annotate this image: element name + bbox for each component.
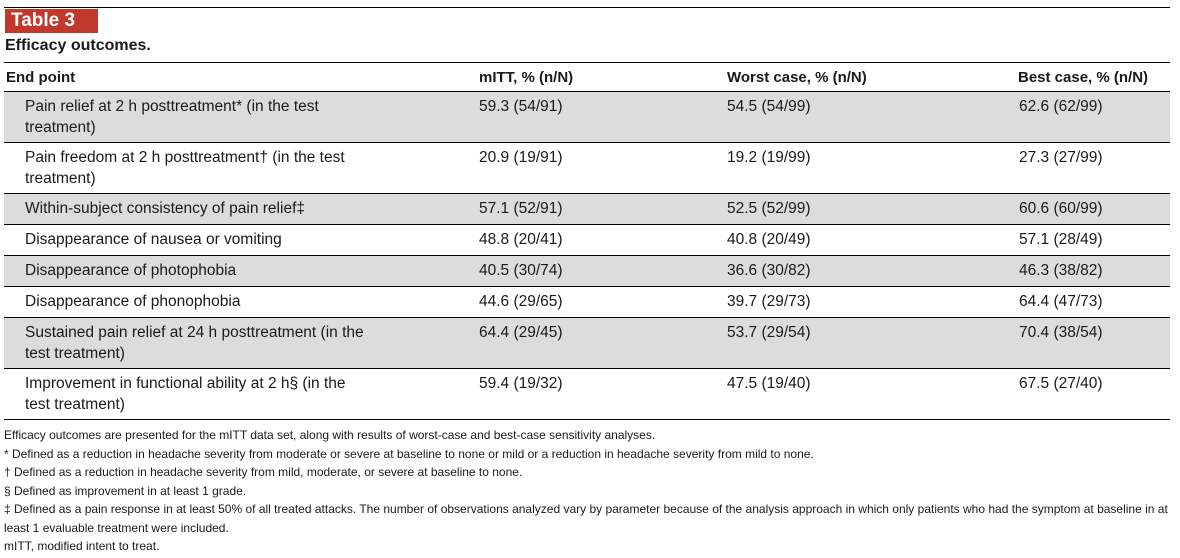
cell-mitt: 59.3 (54/91) (479, 98, 563, 115)
table-row (4, 92, 1170, 143)
footnote: † Defined as a reduction in headache severity from mild, moderate, or severe at baseline to none. (4, 465, 523, 479)
table-footnotes (4, 426, 1170, 556)
cell-worst: 54.5 (54/99) (727, 98, 811, 115)
header-best-case: Best case, % (n/N) (1018, 69, 1149, 86)
cell-worst: 39.7 (29/73) (727, 293, 811, 310)
footnote: Efficacy outcomes are presented for the mITT data set, along with results of worst-case and best-case sensitivity analyses. (4, 428, 656, 442)
header-worst-case: Worst case, % (n/N) (727, 69, 867, 86)
cell-endpoint: Sustained pain relief at 24 h posttreatment (in the test treatment) (25, 324, 364, 362)
cell-endpoint: Pain freedom at 2 h posttreatment† (in the test treatment) (25, 149, 345, 187)
top-rule (4, 7, 1170, 8)
table-body (0, 92, 1180, 420)
table-title: Efficacy outcomes. (5, 37, 151, 54)
cell-endpoint: Improvement in functional ability at 2 h§ (in the test treatment) (25, 375, 346, 413)
cell-best: 67.5 (27/40) (1019, 375, 1103, 392)
cell-best: 27.3 (27/99) (1019, 149, 1103, 166)
footnote: * Defined as a reduction in headache severity from moderate or severe at baseline to none or mild or a reduction in headache severity from mild to none. (4, 446, 814, 461)
footnote: ‡ Defined as a pain response in at least 50% of all treated attacks. The number of observations analyzed vary by parameter because of the analysis approach in which only patients who had the symptom at baseline in at least 1 evaluable treatment were included. (4, 502, 1168, 535)
table-header (4, 62, 1170, 92)
cell-worst: 47.5 (19/40) (727, 375, 811, 392)
cell-mitt: 64.4 (29/45) (479, 324, 563, 341)
cell-worst: 40.8 (20/49) (727, 231, 811, 248)
table-row (4, 318, 1170, 369)
cell-endpoint: Disappearance of phonophobia (25, 293, 241, 310)
cell-endpoint: Pain relief at 2 h posttreatment* (in the test treatment) (25, 98, 319, 136)
table-row (4, 225, 1170, 256)
cell-mitt: 48.8 (20/41) (479, 231, 563, 248)
cell-worst: 19.2 (19/99) (727, 149, 811, 166)
cell-best: 62.6 (62/99) (1019, 98, 1103, 115)
cell-best: 46.3 (38/82) (1019, 262, 1103, 279)
cell-best: 64.4 (47/73) (1019, 293, 1103, 310)
table-row (4, 194, 1170, 225)
cell-mitt: 40.5 (30/74) (479, 262, 563, 279)
cell-best: 70.4 (38/54) (1019, 324, 1103, 341)
footnote: mITT, modified intent to treat. (4, 539, 160, 553)
cell-mitt: 44.6 (29/65) (479, 293, 563, 310)
cell-endpoint: Disappearance of photophobia (25, 262, 237, 279)
table-row (4, 143, 1170, 194)
cell-mitt: 57.1 (52/91) (479, 200, 563, 217)
cell-endpoint: Disappearance of nausea or vomiting (25, 231, 282, 248)
header-mitt: mITT, % (n/N) (479, 69, 574, 86)
table-row (4, 256, 1170, 287)
cell-worst: 36.6 (30/82) (727, 262, 811, 279)
table-label: Table 3 (5, 9, 98, 33)
cell-worst: 53.7 (29/54) (727, 324, 811, 341)
cell-mitt: 59.4 (19/32) (479, 375, 563, 392)
cell-best: 57.1 (28/49) (1019, 231, 1103, 248)
cell-best: 60.6 (60/99) (1019, 200, 1103, 217)
table-row (4, 287, 1170, 318)
cell-worst: 52.5 (52/99) (727, 200, 811, 217)
header-endpoint: End point (6, 69, 76, 86)
footnote: § Defined as improvement in at least 1 grade. (4, 483, 247, 498)
table-row (4, 369, 1170, 420)
cell-mitt: 20.9 (19/91) (479, 149, 563, 166)
cell-endpoint: Within-subject consistency of pain relief‡ (25, 200, 305, 217)
